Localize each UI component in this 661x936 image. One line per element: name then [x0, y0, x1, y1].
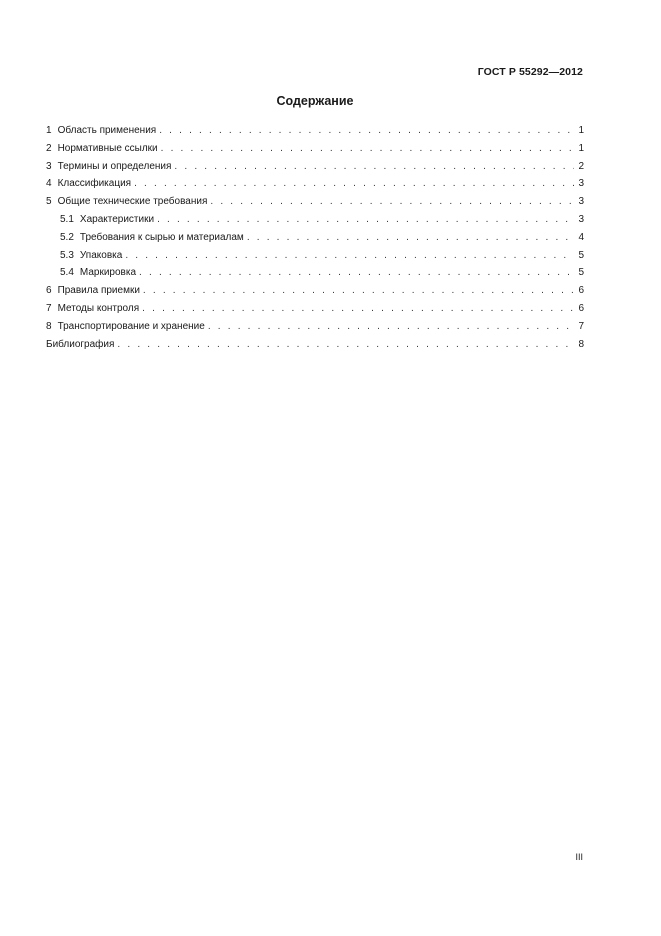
toc-entry-number: 2	[46, 142, 52, 154]
toc-entry-5[interactable]	[46, 196, 584, 214]
toc-leader-dots	[142, 303, 574, 314]
toc-entry-page: 1	[578, 142, 584, 154]
page-number: III	[575, 852, 583, 862]
toc-entry-6[interactable]	[46, 285, 584, 303]
toc-entry-label: Методы контроля	[57, 302, 140, 314]
toc-entry-page: 6	[578, 302, 584, 314]
toc-entry-bibliography[interactable]	[46, 339, 584, 357]
toc-entry-page: 4	[578, 231, 584, 243]
toc-entry-7[interactable]	[46, 303, 584, 321]
toc-entry-label: Требования к сырью и материалам	[79, 231, 244, 243]
toc-entry-label: Характеристики	[79, 213, 155, 225]
toc-entry-number: 4	[46, 178, 52, 190]
toc-entry-page: 7	[578, 320, 584, 332]
toc-entry-label: Термины и определения	[57, 160, 172, 172]
toc-entry-1[interactable]	[46, 125, 584, 143]
toc-entry-label: Упаковка	[79, 249, 123, 261]
toc-entry-3[interactable]	[46, 161, 584, 179]
toc-entry-page: 6	[578, 285, 584, 297]
toc-entry-page: 5	[578, 267, 584, 279]
toc-leader-dots	[139, 267, 574, 278]
toc-entry-page: 3	[578, 196, 584, 208]
toc-leader-dots	[247, 232, 574, 243]
toc-entry-2[interactable]	[46, 143, 584, 161]
toc-leader-dots	[125, 250, 574, 261]
toc-leader-dots	[117, 339, 574, 350]
toc-entry-label: Транспортирование и хранение	[57, 320, 205, 332]
table-of-contents	[46, 125, 584, 356]
toc-entry-number: 7	[46, 302, 52, 314]
toc-entry-5-2[interactable]	[46, 232, 584, 250]
toc-entry-5-4[interactable]	[46, 267, 584, 285]
toc-leader-dots	[161, 143, 574, 154]
toc-entry-page: 3	[578, 213, 584, 225]
toc-entry-number: 5.1	[60, 213, 74, 225]
toc-entry-5-1[interactable]	[46, 214, 584, 232]
toc-entry-number: 6	[46, 285, 52, 297]
toc-entry-page: 5	[578, 249, 584, 261]
toc-entry-5-3[interactable]	[46, 250, 584, 268]
toc-entry-label: Нормативные ссылки	[57, 142, 158, 154]
toc-entry-page: 3	[578, 178, 584, 190]
toc-entry-label: Область применения	[57, 125, 157, 136]
toc-entry-label: Правила приемки	[57, 285, 140, 297]
toc-entry-page: 1	[578, 125, 584, 136]
toc-entry-label: Библиография	[46, 338, 115, 350]
toc-leader-dots	[134, 178, 574, 189]
toc-entry-page: 2	[578, 160, 584, 172]
toc-entry-number: 1	[46, 125, 52, 136]
toc-entry-number: 8	[46, 320, 52, 332]
toc-entry-number: 5.4	[60, 267, 74, 279]
toc-entry-label: Общие технические требования	[57, 196, 208, 208]
toc-entry-number: 3	[46, 160, 52, 172]
toc-title: Содержание	[276, 94, 354, 108]
toc-entry-number: 5	[46, 196, 52, 208]
toc-entry-label: Классификация	[57, 178, 132, 190]
toc-leader-dots	[157, 214, 574, 225]
standard-code: ГОСТ Р 55292—2012	[477, 66, 583, 78]
toc-leader-dots	[210, 196, 574, 207]
toc-leader-dots	[174, 161, 574, 172]
toc-leader-dots	[159, 125, 574, 136]
toc-entry-number: 5.2	[60, 231, 74, 243]
toc-entry-label: Маркировка	[79, 267, 137, 279]
toc-leader-dots	[208, 321, 574, 332]
toc-entry-8[interactable]	[46, 321, 584, 339]
toc-leader-dots	[143, 285, 574, 296]
toc-entry-page: 8	[578, 338, 584, 350]
toc-entry-4[interactable]	[46, 178, 584, 196]
toc-entry-number: 5.3	[60, 249, 74, 261]
